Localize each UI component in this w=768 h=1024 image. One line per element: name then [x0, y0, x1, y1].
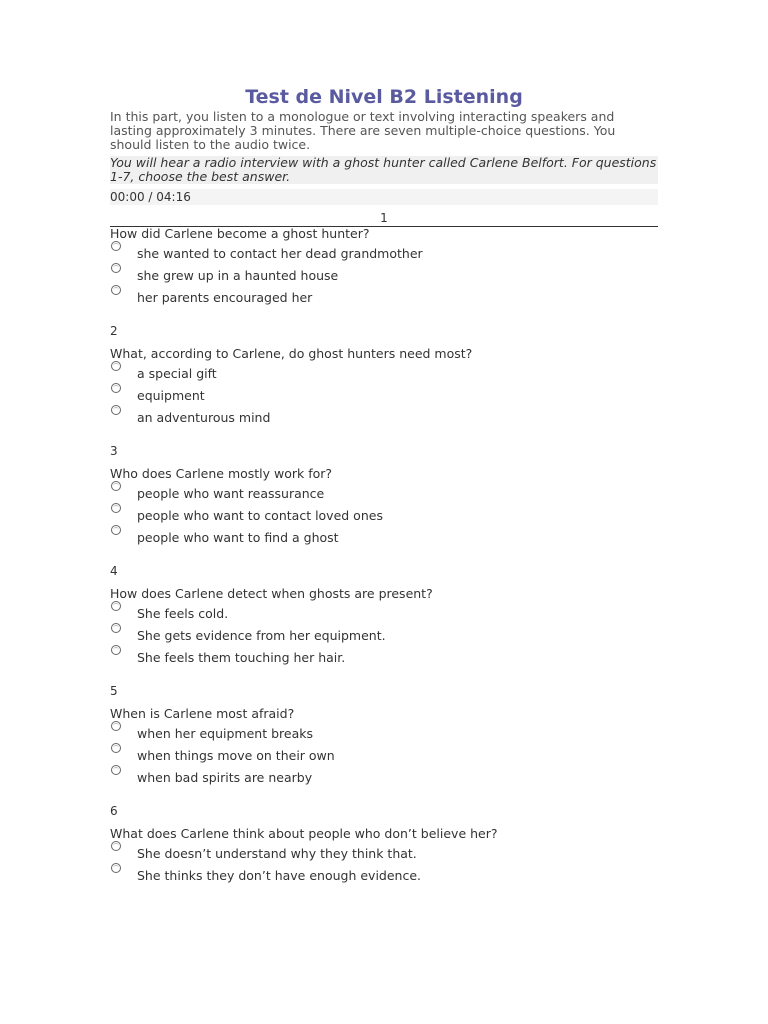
question-number: 3 [110, 444, 118, 458]
options-list [110, 481, 658, 547]
option-label: people who want to find a ghost [137, 530, 339, 545]
radio-button[interactable] [111, 841, 121, 851]
question-number: 4 [110, 564, 118, 578]
answer-option[interactable] [110, 863, 658, 885]
option-label: She feels cold. [137, 606, 229, 621]
question-block [110, 804, 658, 885]
radio-button[interactable] [111, 503, 121, 513]
question-text: What, according to Carlene, do ghost hunters need most? [110, 346, 473, 361]
question-text: When is Carlene most afraid? [110, 706, 295, 721]
radio-button[interactable] [111, 241, 121, 251]
option-label: when things move on their own [137, 748, 335, 763]
radio-button[interactable] [111, 743, 121, 753]
options-list [110, 241, 658, 307]
question-block [110, 564, 658, 667]
answer-option[interactable] [110, 743, 658, 765]
option-label: people who want reassurance [137, 486, 325, 501]
radio-button[interactable] [111, 765, 121, 775]
option-label: when her equipment breaks [137, 726, 313, 741]
radio-button[interactable] [111, 285, 121, 295]
audio-player[interactable] [110, 189, 658, 205]
audio-time: 00:00 / 04:16 [110, 190, 191, 204]
radio-button[interactable] [111, 405, 121, 415]
radio-button[interactable] [111, 601, 121, 611]
question-number: 5 [110, 684, 118, 698]
answer-option[interactable] [110, 525, 658, 547]
option-label: she wanted to contact her dead grandmother [137, 246, 423, 261]
radio-button[interactable] [111, 481, 121, 491]
option-label: She thinks they don’t have enough evidence. [137, 868, 422, 883]
radio-button[interactable] [111, 525, 121, 535]
options-list [110, 721, 658, 787]
question-text: Who does Carlene mostly work for? [110, 466, 333, 481]
option-label: she grew up in a haunted house [137, 268, 339, 283]
answer-option[interactable] [110, 383, 658, 405]
option-label: She gets evidence from her equipment. [137, 628, 386, 643]
option-label: She feels them touching her hair. [137, 650, 346, 665]
option-label: a special gift [137, 366, 217, 381]
answer-option[interactable] [110, 645, 658, 667]
question-number: 2 [110, 324, 118, 338]
question-text: How does Carlene detect when ghosts are present? [110, 586, 433, 601]
question-number: 1 [110, 211, 658, 227]
intro-text: In this part, you listen to a monologue or text involving interacting speakers and lasting approximately 3 minutes. There are seven multiple-choice questions. You should listen to the audio twice. [110, 109, 616, 152]
option-label: people who want to contact loved ones [137, 508, 383, 523]
option-label: her parents encouraged her [137, 290, 313, 305]
radio-button[interactable] [111, 623, 121, 633]
answer-option[interactable] [110, 503, 658, 525]
radio-button[interactable] [111, 263, 121, 273]
answer-option[interactable] [110, 285, 658, 307]
answer-option[interactable] [110, 263, 658, 285]
question-number: 6 [110, 804, 118, 818]
radio-button[interactable] [111, 645, 121, 655]
answer-option[interactable] [110, 841, 658, 863]
instructions-box: You will hear a radio interview with a ghost hunter called Carlene Belfort. For questions 1-7, choose the best answer. [110, 155, 657, 184]
option-label: equipment [137, 388, 205, 403]
question-block [110, 324, 658, 427]
option-label: an adventurous mind [137, 410, 271, 425]
question-text: How did Carlene become a ghost hunter? [110, 226, 370, 241]
radio-button[interactable] [111, 383, 121, 393]
radio-button[interactable] [111, 863, 121, 873]
page-title: Test de Nivel B2 Listening [245, 86, 523, 108]
question-text: What does Carlene think about people who don’t believe her? [110, 826, 498, 841]
answer-option[interactable] [110, 361, 658, 383]
option-label: when bad spirits are nearby [137, 770, 313, 785]
question-block [110, 444, 658, 547]
question-block [110, 684, 658, 787]
answer-option[interactable] [110, 721, 658, 743]
answer-option[interactable] [110, 623, 658, 645]
radio-button[interactable] [111, 361, 121, 371]
option-label: She doesn’t understand why they think that. [137, 846, 417, 861]
answer-option[interactable] [110, 405, 658, 427]
answer-option[interactable] [110, 601, 658, 623]
options-list [110, 601, 658, 667]
answer-option[interactable] [110, 765, 658, 787]
answer-option[interactable] [110, 241, 658, 263]
options-list [110, 841, 658, 885]
question-block [110, 211, 658, 307]
answer-option[interactable] [110, 481, 658, 503]
options-list [110, 361, 658, 427]
test-page [110, 86, 658, 885]
radio-button[interactable] [111, 721, 121, 731]
